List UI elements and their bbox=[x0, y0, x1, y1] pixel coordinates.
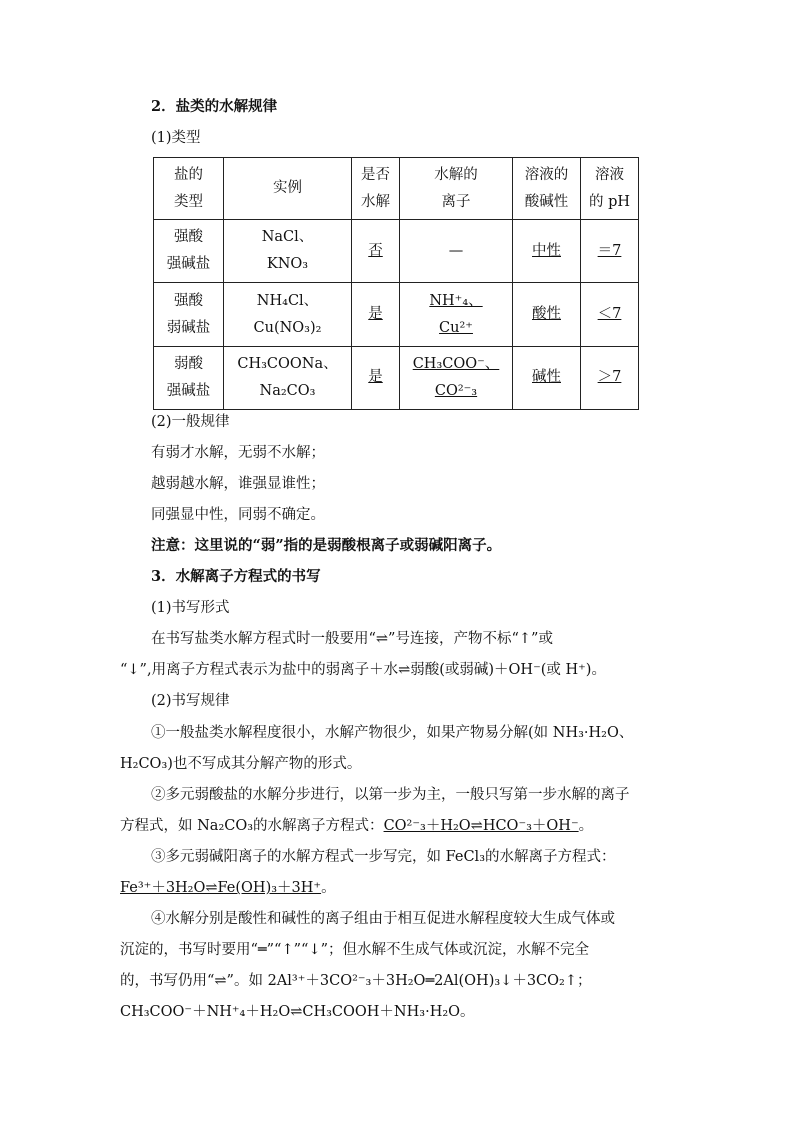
note: 注意：这里说的“弱”指的是弱酸根离子或弱碱阳离子。 bbox=[151, 537, 502, 554]
table-row bbox=[154, 283, 639, 346]
paragraph-line: CH₃COO⁻＋NH⁺₄＋H₂O⇌CH₃COOH＋NH₃·H₂O。 bbox=[120, 1004, 475, 1020]
cell-acidity: 碱性 bbox=[513, 346, 581, 409]
equation: Fe³⁺＋3H₂O⇌Fe(OH)₃＋3H⁺ bbox=[120, 880, 322, 896]
table-header-row bbox=[154, 158, 639, 220]
general-rules-subheading: (2)一般规律 bbox=[151, 414, 230, 430]
paragraph-line: 沉淀的，书写时要用“═”“↑”“↓”；但水解不生成气体或沉淀，水解不完全 bbox=[120, 942, 590, 958]
writing-rules-subheading: (2)书写规律 bbox=[151, 693, 230, 709]
rule-line: 同强显中性，同弱不确定。 bbox=[151, 507, 325, 523]
cell-ph: ＜7 bbox=[581, 283, 639, 346]
paragraph-line: ②多元弱酸盐的水解分步进行，以第一步为主，一般只写第一步水解的离子 bbox=[151, 787, 630, 803]
paragraph-line bbox=[120, 816, 593, 836]
cell-ions: — bbox=[400, 220, 513, 283]
cell-hydrolyze: 否 bbox=[352, 220, 400, 283]
table-row bbox=[154, 346, 639, 409]
cell-salt-type: 强酸 弱碱盐 bbox=[154, 283, 224, 346]
cell-example: NH₄Cl、 Cu(NO₃)₂ bbox=[224, 283, 352, 346]
paragraph-text: 。 bbox=[321, 880, 336, 896]
table-row bbox=[154, 220, 639, 283]
writing-form-subheading: (1)书写形式 bbox=[151, 600, 230, 616]
cell-example: CH₃COONa、 Na₂CO₃ bbox=[224, 346, 352, 409]
paragraph-line: “↓”,用离子方程式表示为盐中的弱离子＋水⇌弱酸(或弱碱)＋OH⁻(或 H⁺)。 bbox=[120, 662, 606, 678]
cell-example: NaCl、 KNO₃ bbox=[224, 220, 352, 283]
header-salt-type: 盐的 类型 bbox=[154, 158, 224, 220]
paragraph-line: 的，书写仍用“⇌”。如 2Al³⁺＋3CO²⁻₃＋3H₂O═2Al(OH)₃↓＋3CO₂↑； bbox=[120, 973, 592, 989]
header-hydrolyze: 是否 水解 bbox=[352, 158, 400, 220]
paragraph-line: H₂CO₃)也不写成其分解产物的形式。 bbox=[120, 756, 362, 772]
rule-line: 有弱才水解，无弱不水解； bbox=[151, 445, 325, 461]
cell-ions: NH⁺₄、 Cu²⁺ bbox=[400, 283, 513, 346]
cell-salt-type: 弱酸 强碱盐 bbox=[154, 346, 224, 409]
paragraph-line: ③多元弱碱阳离子的水解方程式一步写完，如 FeCl₃的水解离子方程式： bbox=[151, 849, 616, 865]
header-example: 实例 bbox=[224, 158, 352, 220]
cell-acidity: 中性 bbox=[513, 220, 581, 283]
types-subheading: (1)类型 bbox=[151, 130, 201, 146]
paragraph-line: ①一般盐类水解程度很小，水解产物很少，如果产物易分解(如 NH₃·H₂O、 bbox=[151, 725, 634, 741]
header-ions: 水解的 离子 bbox=[400, 158, 513, 220]
cell-ph: ＝7 bbox=[581, 220, 639, 283]
cell-hydrolyze: 是 bbox=[352, 346, 400, 409]
paragraph-line bbox=[120, 878, 336, 898]
section2-heading: 2．盐类的水解规律 bbox=[151, 98, 278, 115]
paragraph-line: 在书写盐类水解方程式时一般要用“⇌”号连接，产物不标“↑”或 bbox=[151, 631, 553, 647]
header-ph: 溶液 的 pH bbox=[581, 158, 639, 220]
paragraph-text: 。 bbox=[578, 818, 594, 834]
salt-hydrolysis-table bbox=[153, 157, 639, 410]
cell-salt-type: 强酸 强碱盐 bbox=[154, 220, 224, 283]
cell-hydrolyze: 是 bbox=[352, 283, 400, 346]
equation: CO²⁻₃＋H₂O⇌HCO⁻₃＋OH⁻ bbox=[383, 818, 579, 834]
rule-line: 越弱越水解，谁强显谁性； bbox=[151, 476, 325, 492]
paragraph-line: ④水解分别是酸性和碱性的离子组由于相互促进水解程度较大生成气体或 bbox=[151, 911, 615, 927]
header-acidity: 溶液的 酸碱性 bbox=[513, 158, 581, 220]
cell-ions: CH₃COO⁻、 CO²⁻₃ bbox=[400, 346, 513, 409]
cell-acidity: 酸性 bbox=[513, 283, 581, 346]
paragraph-text: 方程式，如 Na₂CO₃的水解离子方程式： bbox=[120, 818, 384, 834]
section3-heading: 3．水解离子方程式的书写 bbox=[151, 568, 321, 585]
cell-ph: ＞7 bbox=[581, 346, 639, 409]
